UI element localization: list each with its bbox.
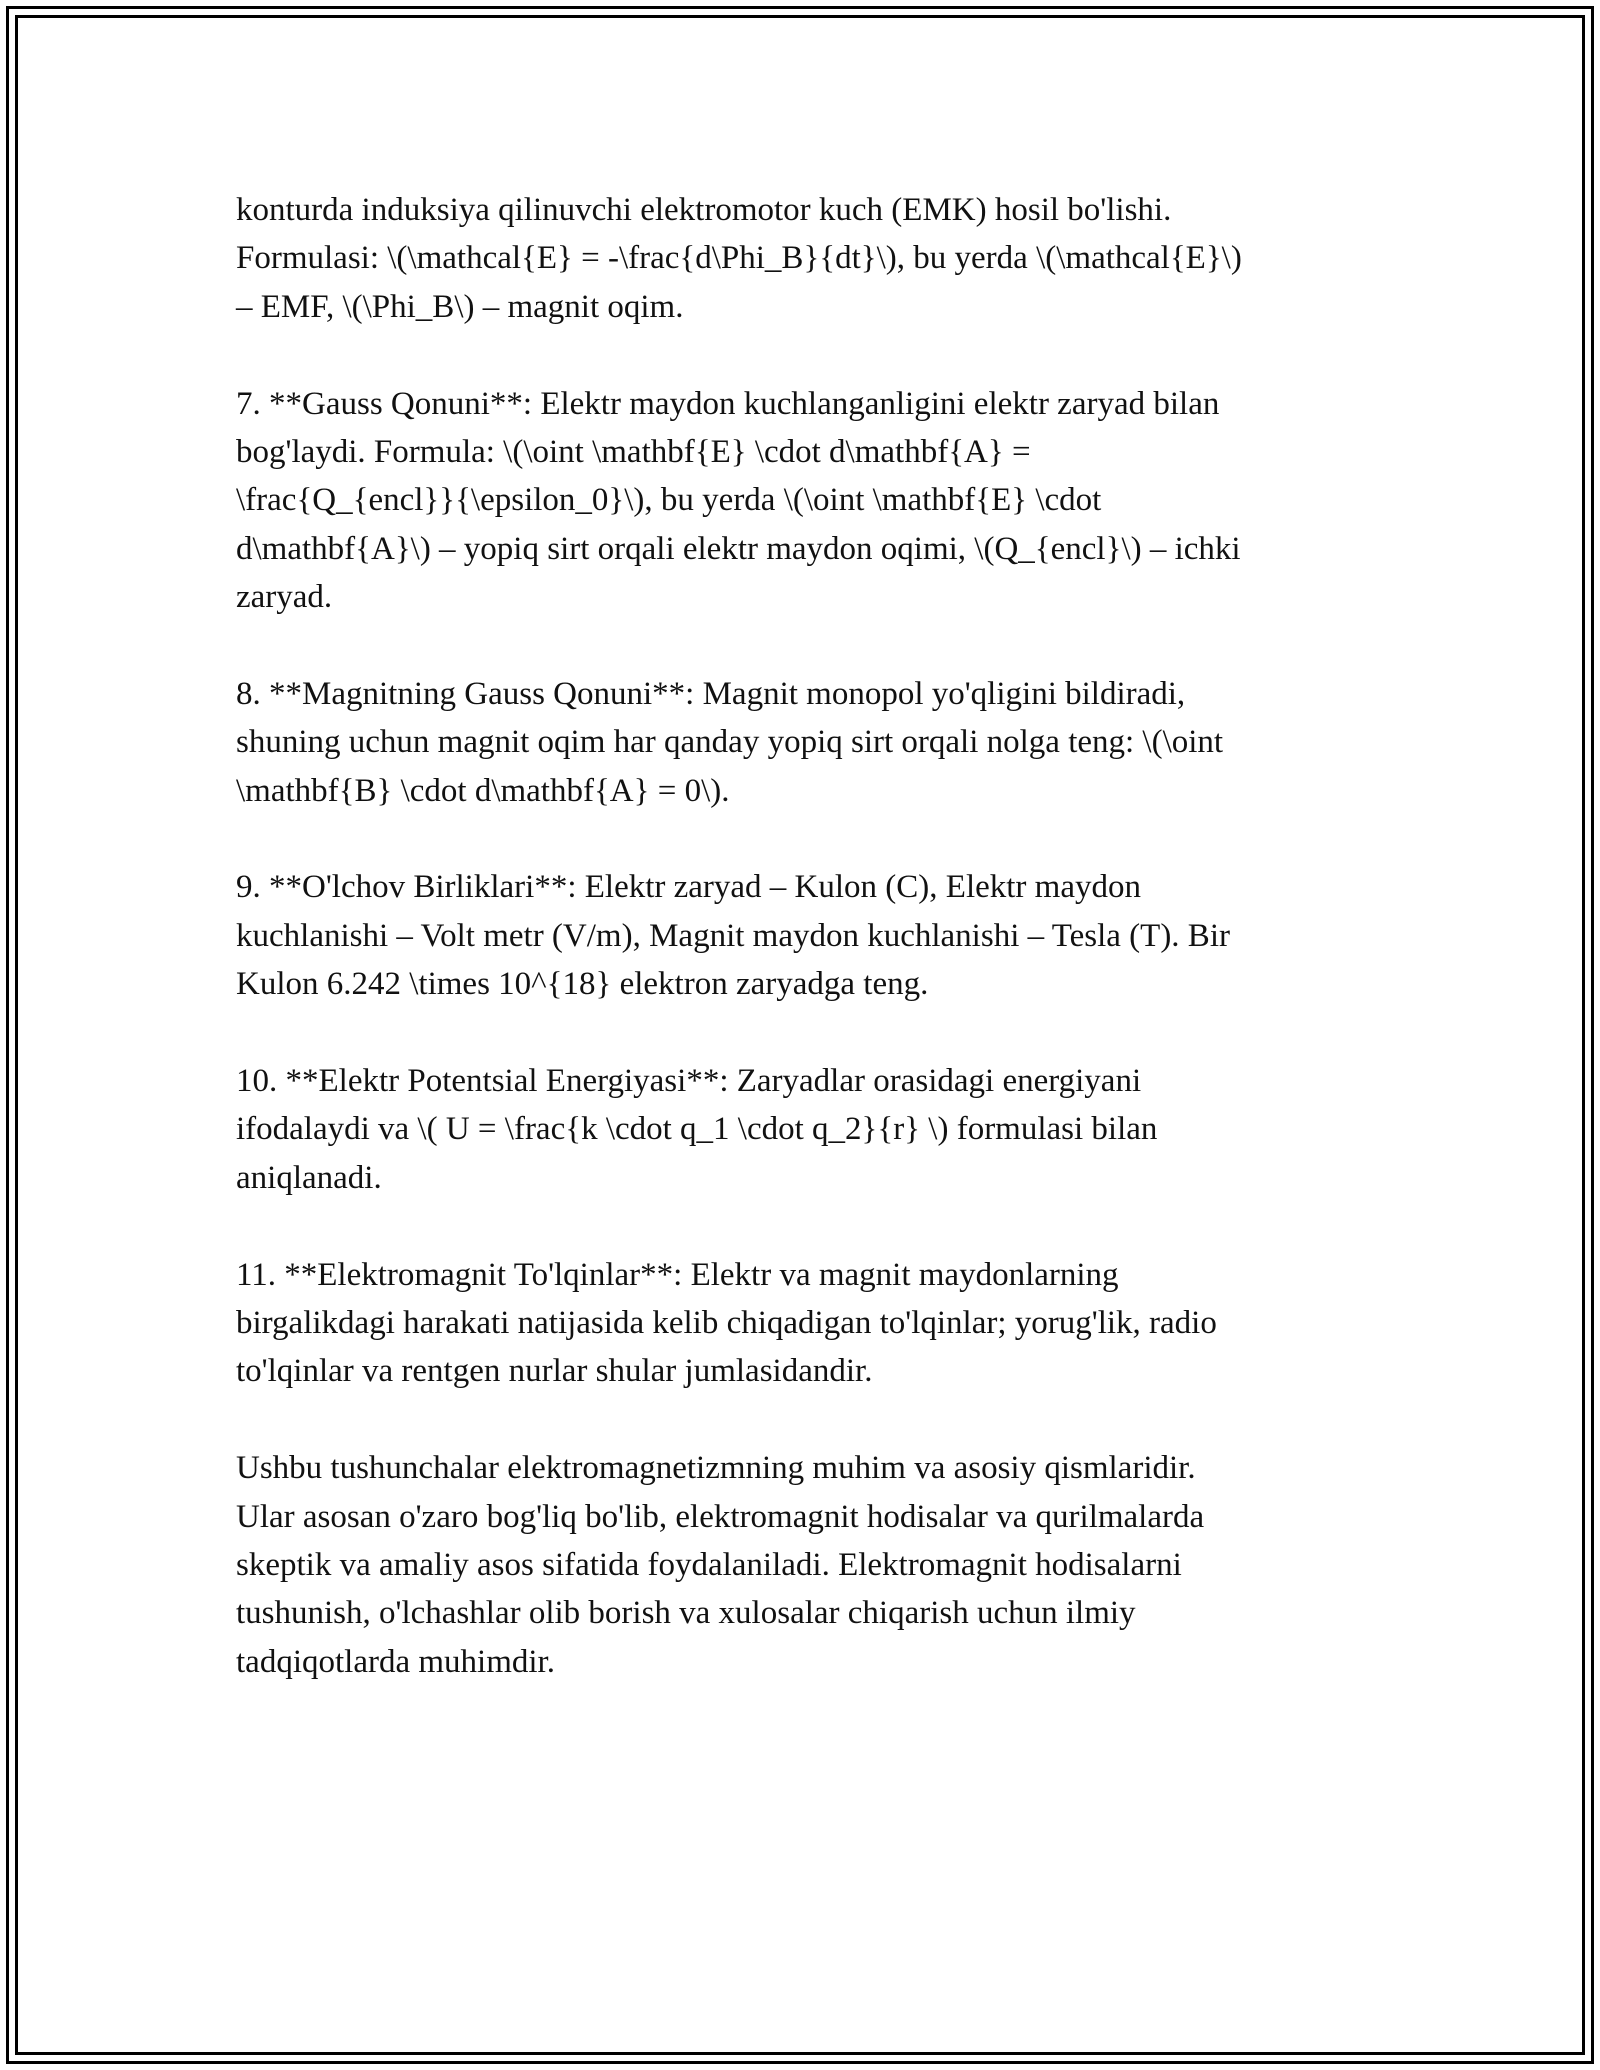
text-line: kuchlanishi – Volt metr (V/m), Magnit maydon kuchlanishi – Tesla (T). Bir <box>236 917 1230 954</box>
text-line: Ushbu tushunchalar elektromagnetizmning muhim va asosiy qismlaridir. <box>236 1450 1196 1487</box>
text-line: \mathbf{B} \cdot d\mathbf{A} = 0\). <box>236 772 730 809</box>
paragraph-gap <box>236 1202 1376 1250</box>
text-line: aniqlanadi. <box>236 1159 382 1196</box>
paragraph-em-waves <box>236 1251 1376 1396</box>
text-line: Ular asosan o'zaro bog'liq bo'lib, elektromagnit hodisalar va qurilmalarda <box>236 1498 1205 1535</box>
paragraph-potential-energy <box>236 1057 1376 1202</box>
text-line: 10. **Elektr Potentsial Energiyasi**: Zaryadlar orasidagi energiyani <box>236 1063 1142 1100</box>
text-line: ifodalaydi va \( U = \frac{k \cdot q_1 \cdot q_2}{r} \) formulasi bilan <box>236 1111 1158 1148</box>
paragraph-units <box>236 863 1376 1008</box>
paragraph-gap <box>236 331 1376 379</box>
text-line: shuning uchun magnit oqim har qanday yopiq sirt orqali nolga teng: \(\oint <box>236 724 1224 761</box>
paragraph-gap <box>236 815 1376 863</box>
paragraph-gap <box>236 1009 1376 1057</box>
text-line: skeptik va amaliy asos sifatida foydalaniladi. Elektromagnit hodisalarni <box>236 1546 1182 1583</box>
paragraph-gap <box>236 1396 1376 1444</box>
text-line: birgalikdagi harakati natijasida kelib chiqadigan to'lqinlar; yorug'lik, radio <box>236 1304 1217 1341</box>
paragraph-gauss-law <box>236 380 1376 622</box>
text-line: d\mathbf{A}\) – yopiq sirt orqali elektr maydon oqimi, \(Q_{encl}\) – ichki <box>236 530 1241 567</box>
text-line: Kulon 6.242 \times 10^{18} elektron zaryadga teng. <box>236 966 929 1003</box>
text-line: konturda induksiya qilinuvchi elektromotor kuch (EMK) hosil bo'lishi. <box>236 192 1172 228</box>
text-line: tadqiqotlarda muhimdir. <box>236 1643 555 1680</box>
text-line: bog'laydi. Formula: \(\oint \mathbf{E} \cdot d\mathbf{A} = <box>236 433 1031 470</box>
paragraph-conclusion <box>236 1444 1376 1686</box>
text-line: 9. **O'lchov Birliklari**: Elektr zaryad – Kulon (C), Elektr maydon <box>236 869 1141 906</box>
text-line: \frac{Q_{encl}}{\epsilon_0}\), bu yerda \(\oint \mathbf{E} \cdot <box>236 482 1102 519</box>
text-line: 8. **Magnitning Gauss Qonuni**: Magnit monopol yo'qligini bildiradi, <box>236 675 1186 712</box>
text-line: 7. **Gauss Qonuni**: Elektr maydon kuchlanganligini elektr zaryad bilan <box>236 385 1220 422</box>
text-line: tushunish, o'lchashlar olib borish va xulosalar chiqarish uchun ilmiy <box>236 1595 1136 1632</box>
text-line: to'lqinlar va rentgen nurlar shular jumlasidandir. <box>236 1353 873 1390</box>
text-line: Formulasi: \(\mathcal{E} = -\frac{d\Phi_B}{dt}\), bu yerda \(\mathcal{E}\) <box>236 240 1242 277</box>
text-line: – EMF, \(\Phi_B\) – magnit oqim. <box>236 288 684 325</box>
paragraph-emf-continuation <box>236 186 1376 331</box>
document-body <box>236 186 1376 1686</box>
text-line: zaryad. <box>236 579 333 616</box>
paragraph-gap <box>236 622 1376 670</box>
paragraph-magnetic-gauss-law <box>236 670 1376 815</box>
text-line: 11. **Elektromagnit To'lqinlar**: Elektr va magnit maydonlarning <box>236 1256 1119 1293</box>
